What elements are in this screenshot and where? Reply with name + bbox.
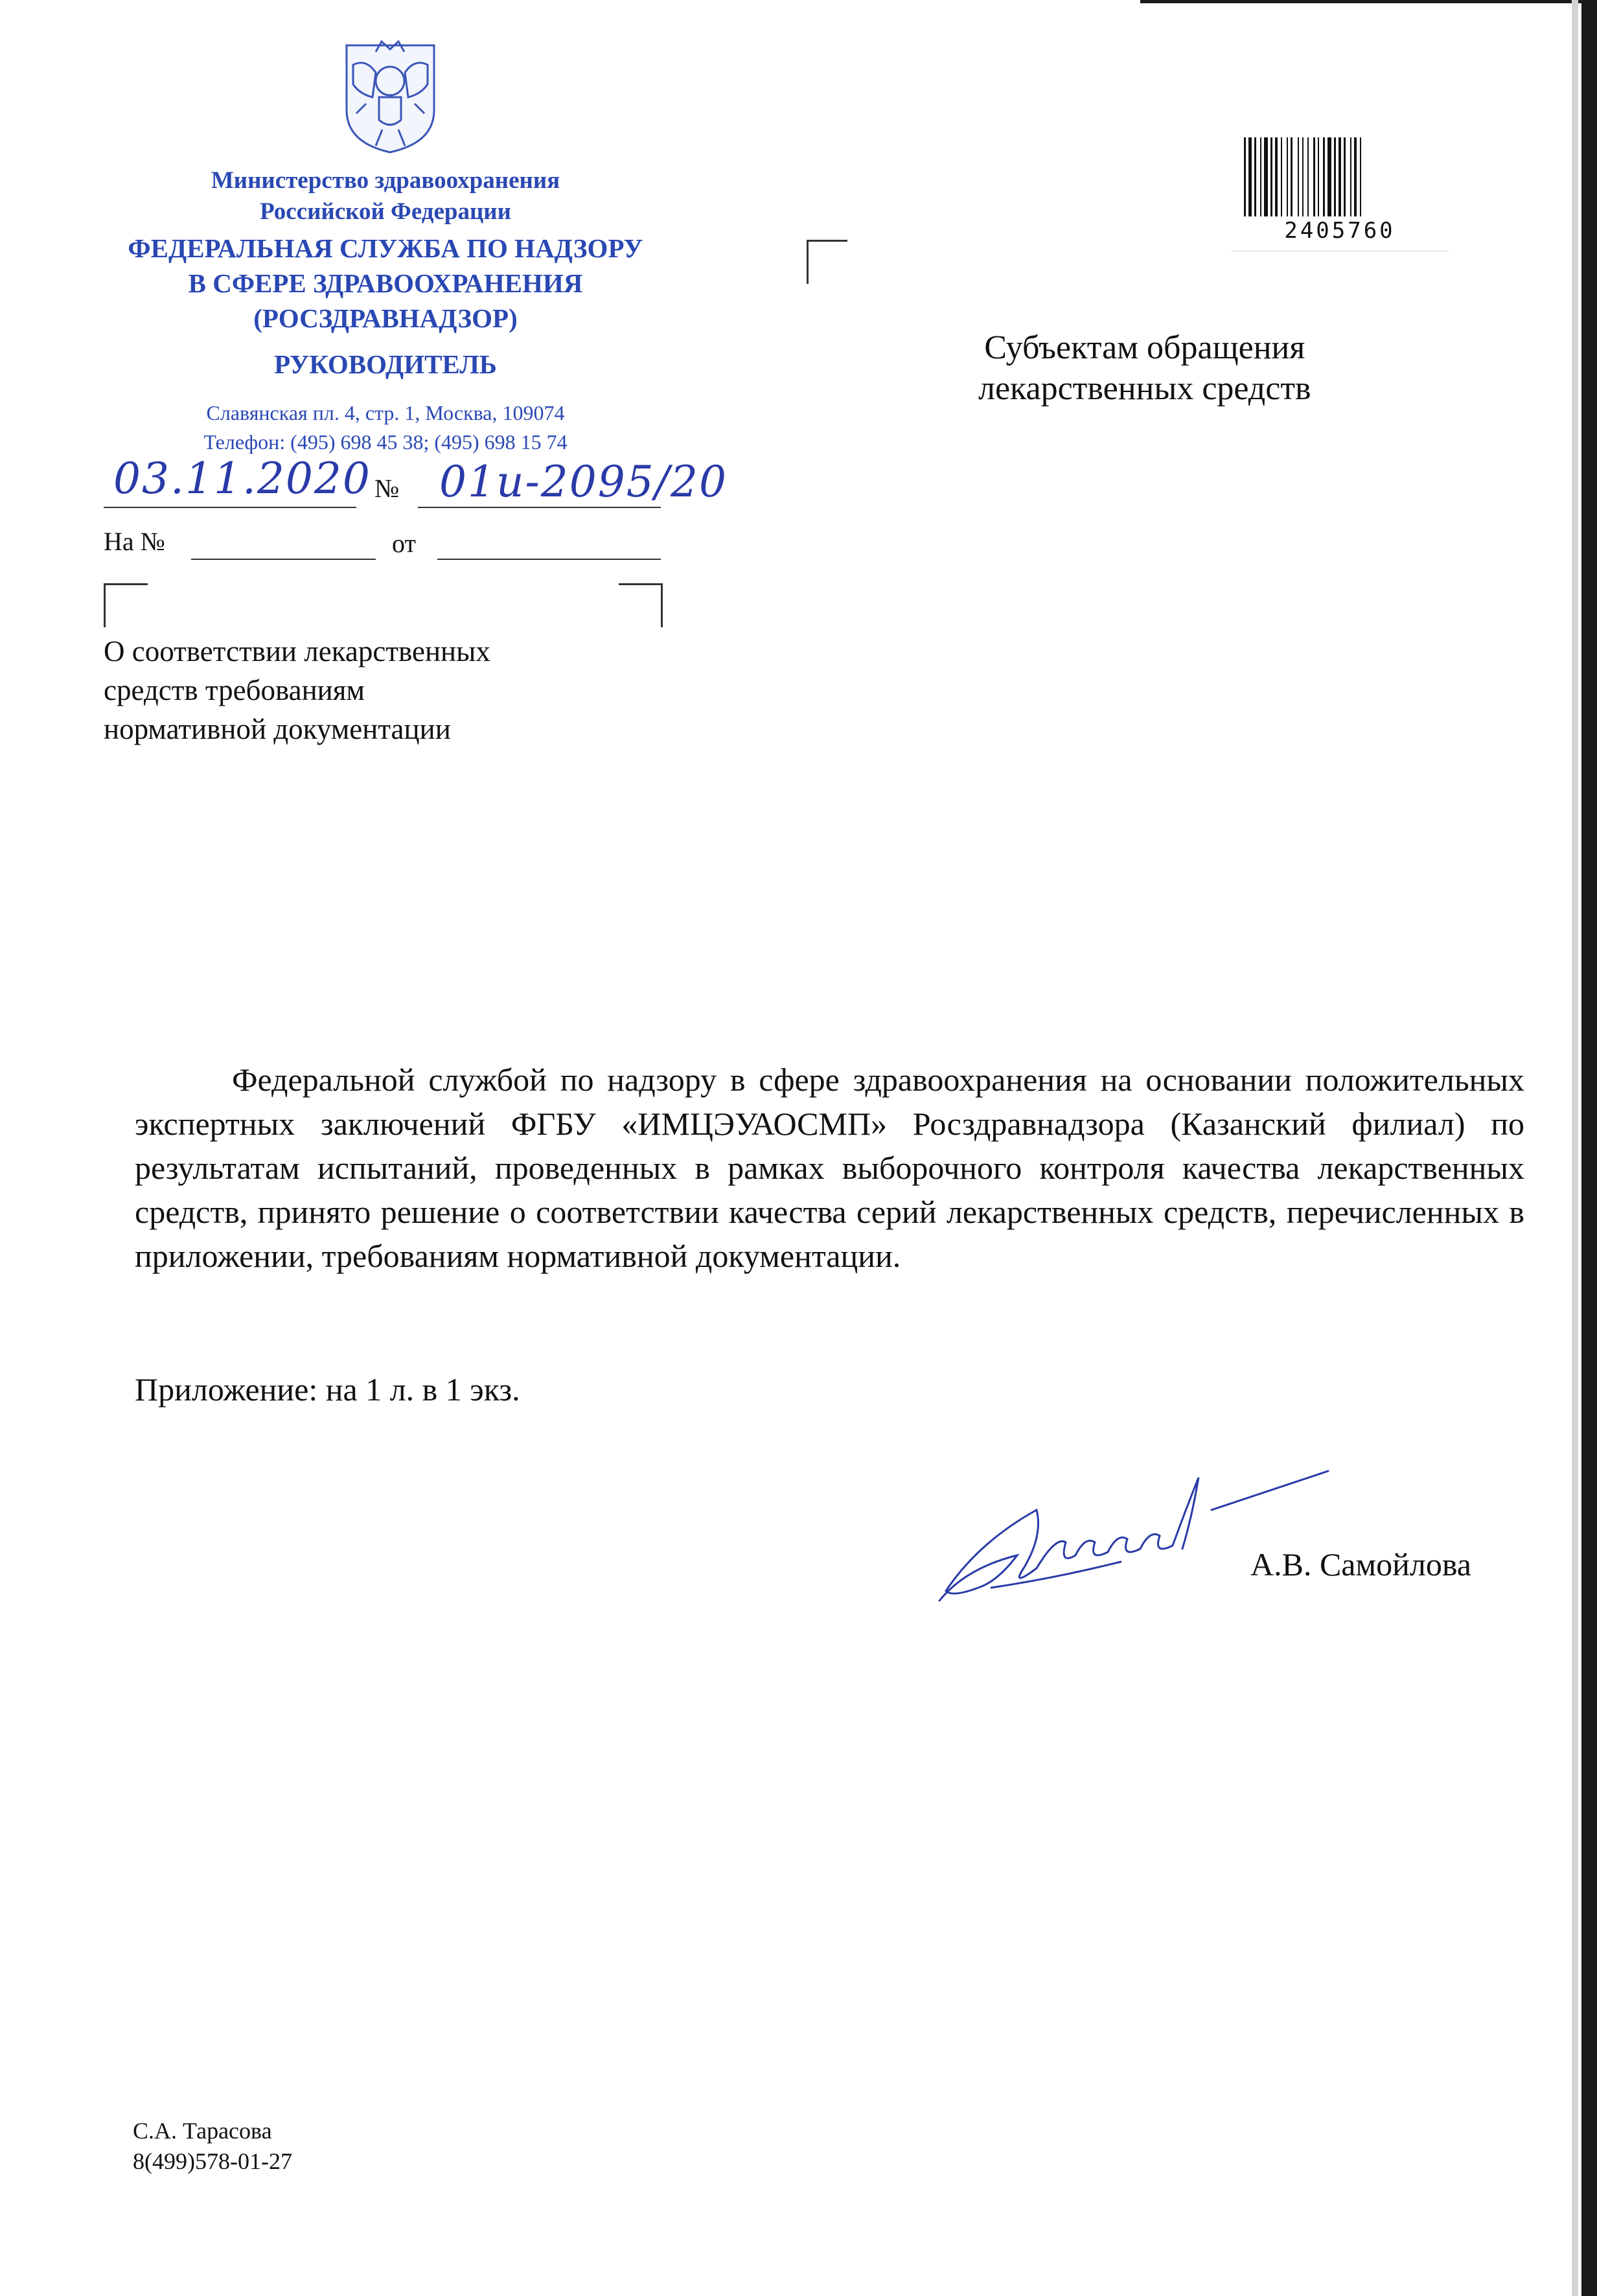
service-line-2: В СФЕРЕ ЗДРАВООХРАНЕНИЯ [188,268,583,298]
barcode-number: 2405760 [1284,218,1396,244]
barcode-bar [1350,137,1351,216]
executor-name: С.А. Тарасова [133,2118,272,2144]
barcode-bar [1327,137,1331,216]
barcode-bar [1298,137,1299,216]
number-handwritten: 01и-2095/20 [439,457,728,507]
barcode-bar [1275,137,1278,216]
barcode-bar [1334,137,1336,216]
subject-line-2: средств требованиям [104,674,365,706]
recipient-corner-mark [807,240,847,284]
number-sign: № [374,474,400,503]
barcode-bar [1323,137,1325,216]
scan-edge-right [1581,0,1597,2296]
barcode-bar [1287,137,1288,216]
ministry-name [117,165,654,227]
number-line [418,507,661,508]
head-title: РУКОВОДИТЕЛЬ [274,349,497,379]
reply-number-line [191,559,376,560]
barcode-bar [1281,137,1282,216]
recipient-line-1: Субъектам обращения [984,329,1305,366]
barcode-bar [1360,137,1361,216]
subject-line-1: О соответствии лекарственных [104,635,490,667]
barcode-bar [1354,137,1357,216]
barcode-bar [1338,137,1341,216]
barcode-bar [1344,137,1346,216]
barcode-bar [1260,137,1261,216]
ministry-line-1: Министерство здравоохранения [211,167,560,194]
date-line [104,507,356,508]
date-handwritten: 03.11.2020 [113,454,371,504]
service-name [84,231,687,336]
scan-edge-shadow [1572,0,1578,2296]
barcode-bar [1264,137,1268,216]
subject-line-3: нормативной документации [104,713,451,745]
address-block [104,399,667,457]
barcode-bar [1302,137,1304,216]
executor-block [133,2116,292,2177]
barcode-bar [1313,137,1315,216]
body-paragraph: Федеральной службой по надзору в сфере здравоохранения на основании положительных экспертных заключений ФГБУ «ИМЦЭУАОСМП» Росздравнадзора (Казанский филиал) по результатам испытаний, проведенных в рамках выборочного контроля качества лекарственных средств, принято решение о соответствии качества серий лекарственных средств, перечисленных в приложении, требованиям нормативной документации. [135,1061,1524,1274]
barcode-bar [1270,137,1272,216]
coat-of-arms-icon [340,32,441,156]
barcode-bar [1248,137,1252,216]
subject-block [104,632,490,748]
barcode-bar [1291,137,1293,216]
reply-date-line [437,559,661,560]
recipient-block [978,327,1311,409]
service-line-1: ФЕДЕРАЛЬНАЯ СЛУЖБА ПО НАДЗОРУ [128,233,643,263]
recipient-line-2: лекарственных средств [978,370,1311,407]
barcode-bar [1318,137,1319,216]
handwritten-signature [926,1439,1341,1620]
scan-edge-top [1140,0,1597,3]
address-line: Славянская пл. 4, стр. 1, Москва, 109074 [206,401,565,424]
signatory-name: А.В. Самойлова [1250,1546,1471,1583]
barcode-bar [1254,137,1256,216]
reply-prefix: На № [104,527,165,556]
executor-phone: 8(499)578-01-27 [133,2148,292,2174]
barcode-bar [1244,137,1246,216]
reply-from-label: от [392,529,416,558]
subject-corner-left [104,583,148,627]
barcode-icon [1243,136,1437,220]
subject-corner-right [619,583,663,627]
phone-line: Телефон: (495) 698 45 38; (495) 698 15 74 [203,430,568,454]
attachment-note: Приложение: на 1 л. в 1 экз. [135,1371,520,1408]
service-line-3: (РОСЗДРАВНАДЗОР) [253,303,518,333]
ministry-line-2: Российской Федерации [260,198,511,225]
barcode-bar [1307,137,1309,216]
